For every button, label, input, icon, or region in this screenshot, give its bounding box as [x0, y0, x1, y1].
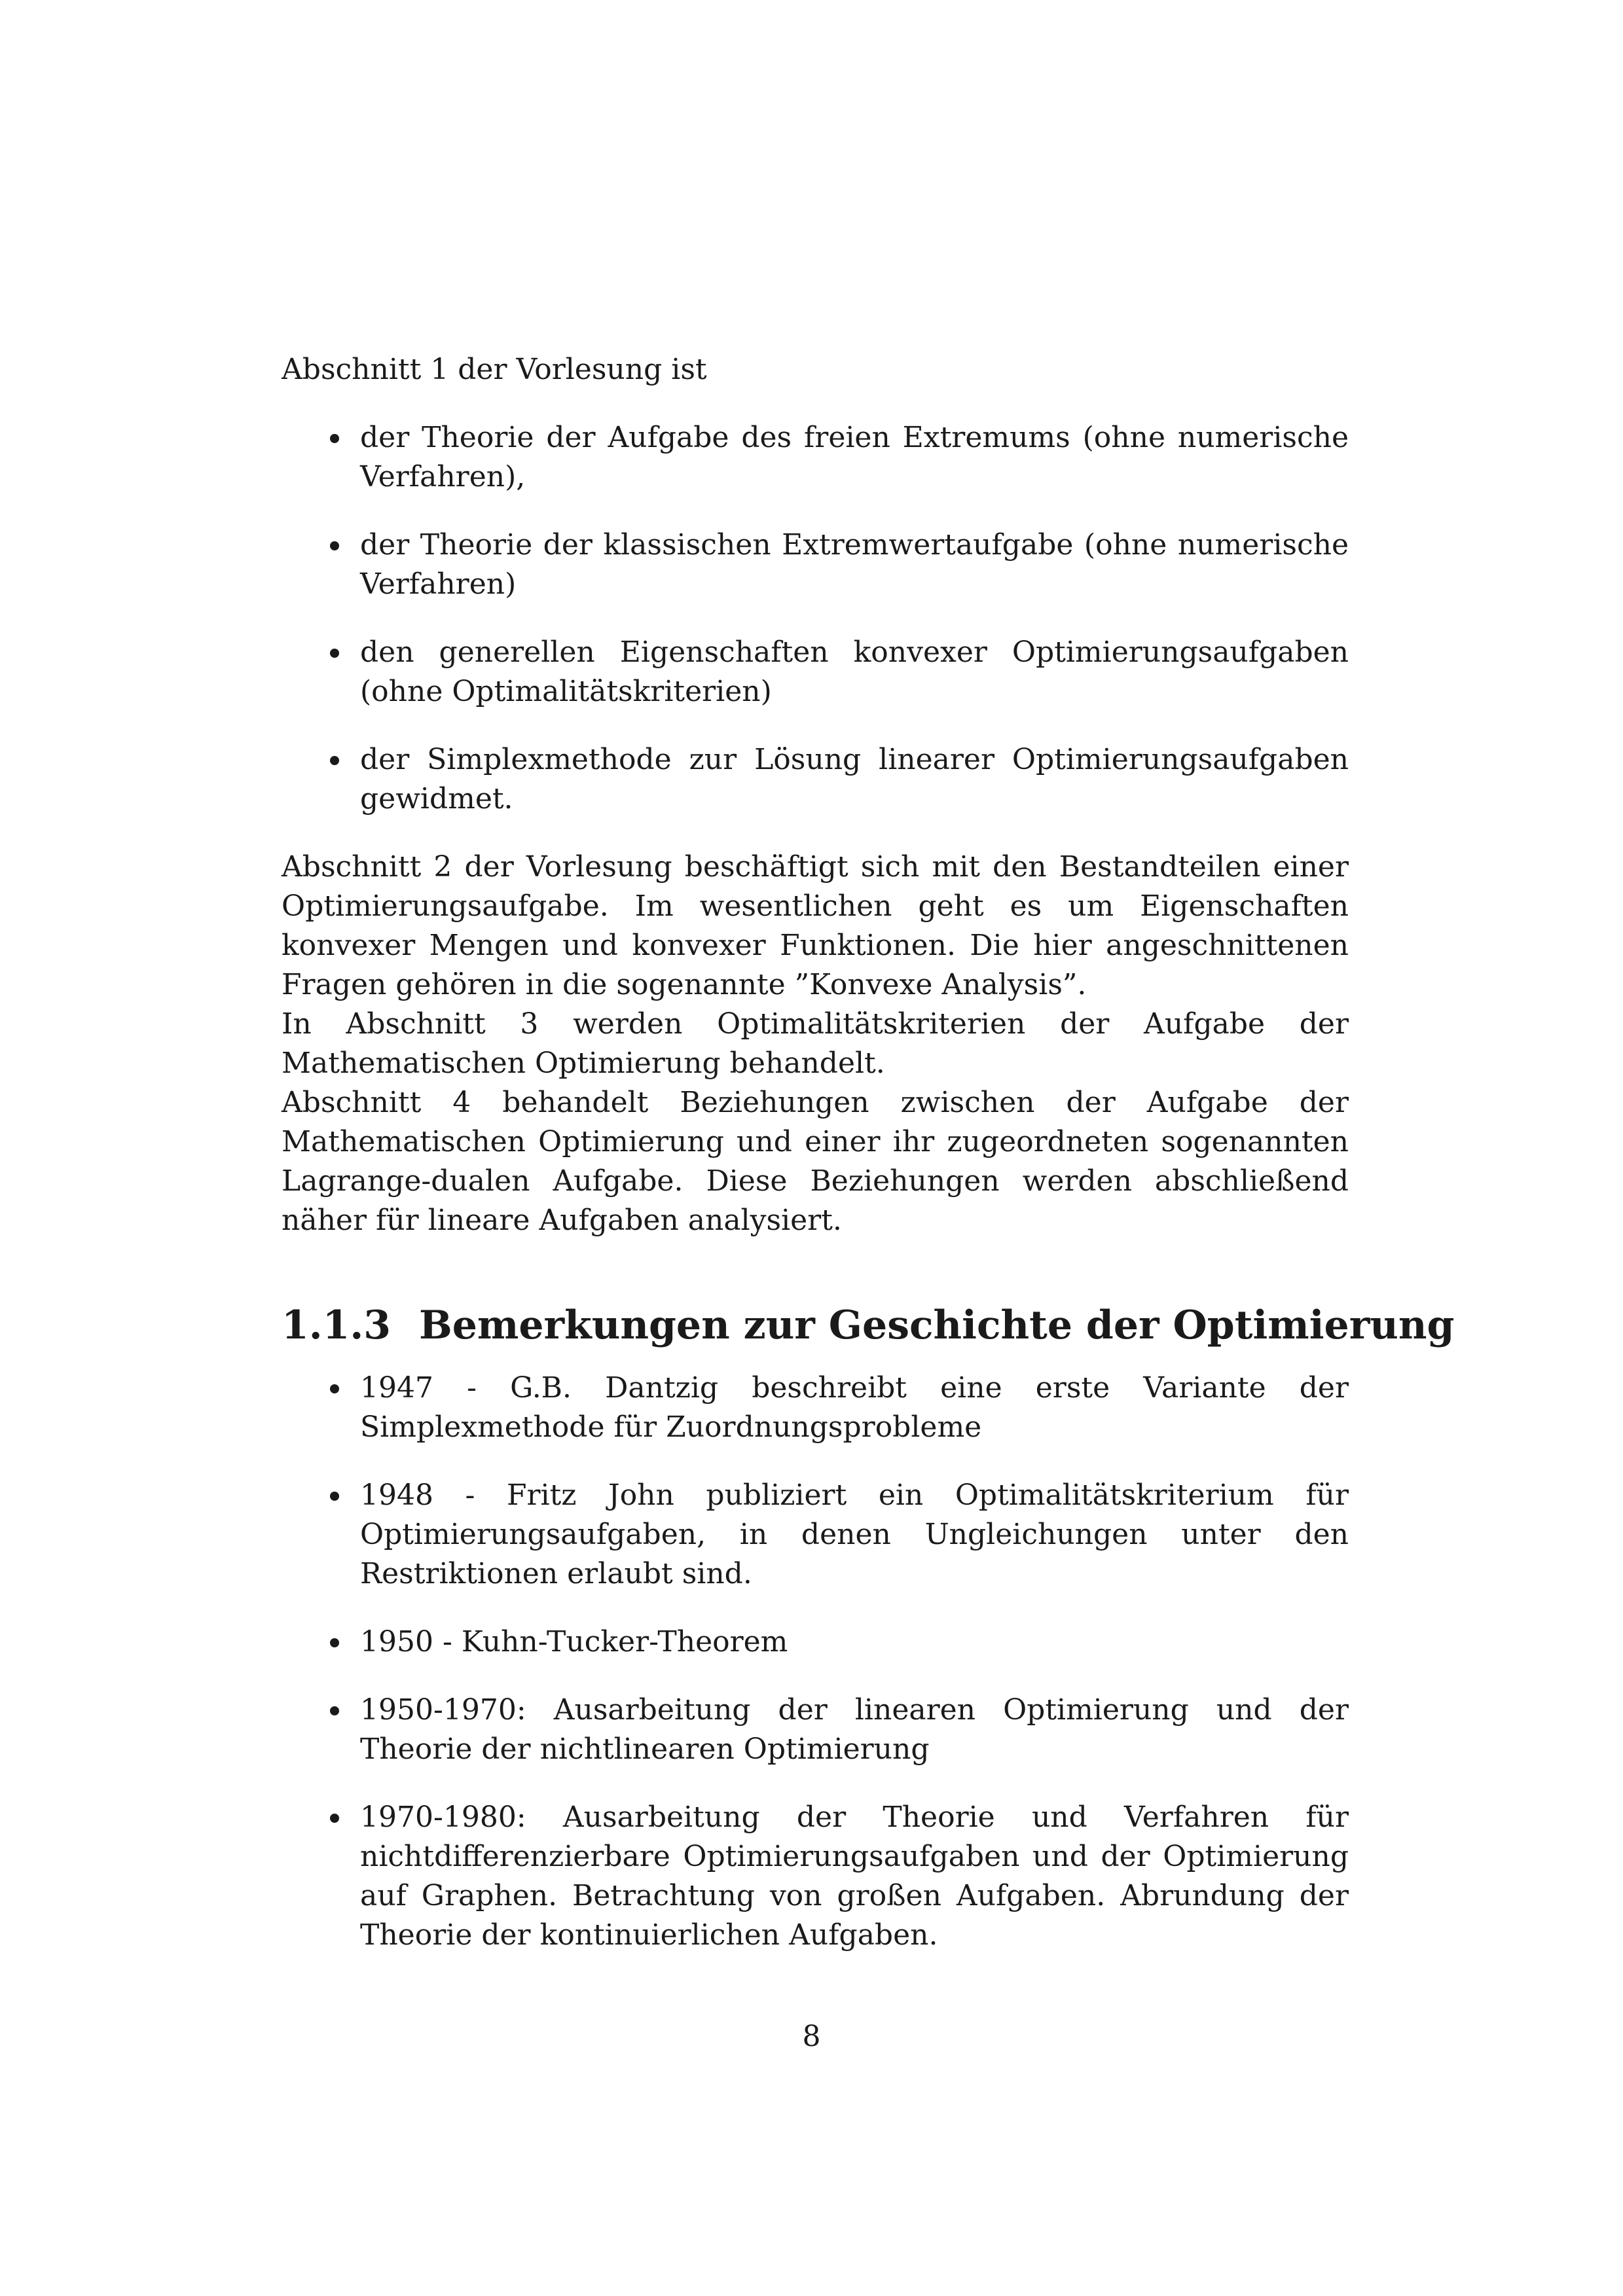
bullet-icon [330, 434, 339, 443]
bullet-icon [330, 1638, 339, 1647]
list-item [282, 740, 1349, 819]
list-item [282, 1623, 1349, 1662]
list-item-text: der Theorie der klassischen Extremwertaufgabe (ohne numerische Verfahren) [360, 528, 1349, 601]
list-item-text: der Simplexmethode zur Lösung linearer Optimierungsaufgaben gewidmet. [360, 743, 1349, 816]
history-list [282, 1369, 1349, 1955]
list-item [282, 526, 1349, 604]
intro-list [282, 418, 1349, 819]
list-item [282, 1476, 1349, 1594]
list-item [282, 1798, 1349, 1955]
bullet-icon [330, 649, 339, 658]
section-title: Bemerkungen zur Geschichte der Optimierung [419, 1302, 1455, 1348]
list-item [282, 418, 1349, 497]
bullet-icon [330, 756, 339, 765]
bullet-icon [330, 1706, 339, 1715]
paragraph-abschnitt-4: Abschnitt 4 behandelt Beziehungen zwischen der Aufgabe der Mathematischen Optimierung und einer ihr zugeordneten sogenannten Lagrange-dualen Aufgabe. Diese Beziehungen werden abschließend näher für lineare Aufgaben analysiert. [282, 1086, 1349, 1237]
paragraph-abschnitt-2: Abschnitt 2 der Vorlesung beschäftigt sich mit den Bestandteilen einer Optimierungsaufgabe. Im wesentlichen geht es um Eigenschaften konvexer Mengen und konvexer Funktionen. Die hier angeschnittenen Fragen gehören in die sogenannte ”Konvexe Analysis”. [282, 850, 1349, 1001]
list-item-text: 1948 - Fritz John publiziert ein Optimalitätskriterium für Optimierungsaufgaben, in denen Ungleichungen unter den Restriktionen erlaubt sind. [360, 1479, 1349, 1590]
intro-lead: Abschnitt 1 der Vorlesung ist [282, 353, 707, 386]
bullet-icon [330, 1814, 339, 1823]
bullet-icon [330, 541, 339, 550]
list-item-text: 1950 - Kuhn-Tucker-Theorem [360, 1625, 788, 1659]
section-number: 1.1.3 [282, 1302, 392, 1348]
bullet-icon [330, 1492, 339, 1501]
list-item [282, 1369, 1349, 1447]
list-item [282, 633, 1349, 711]
list-item-text: 1947 - G.B. Dantzig beschreibt eine erste Variante der Simplexmethode für Zuordnungsprobleme [360, 1371, 1349, 1444]
list-item-text: 1970-1980: Ausarbeitung der Theorie und Verfahren für nichtdifferenzierbare Optimierungsaufgaben und der Optimierung auf Graphen. Betrachtung von großen Aufgaben. Abrundung der Theorie der kontinuierlichen Aufgaben. [360, 1801, 1349, 1952]
list-item-text: der Theorie der Aufgabe des freien Extremums (ohne numerische Verfahren), [360, 421, 1349, 493]
page-number: 8 [802, 2020, 821, 2053]
list-item-text: 1950-1970: Ausarbeitung der linearen Optimierung und der Theorie der nichtlinearen Optimierung [360, 1693, 1349, 1766]
list-item [282, 1691, 1349, 1769]
bullet-icon [330, 1384, 339, 1393]
paragraph-abschnitt-3: In Abschnitt 3 werden Optimalitätskriterien der Aufgabe der Mathematischen Optimierung behandelt. [282, 1007, 1349, 1080]
page-content [282, 350, 1455, 1984]
section-heading [282, 1299, 1455, 1352]
list-item-text: den generellen Eigenschaften konvexer Optimierungsaufgaben (ohne Optimalitätskriterien) [360, 636, 1349, 708]
